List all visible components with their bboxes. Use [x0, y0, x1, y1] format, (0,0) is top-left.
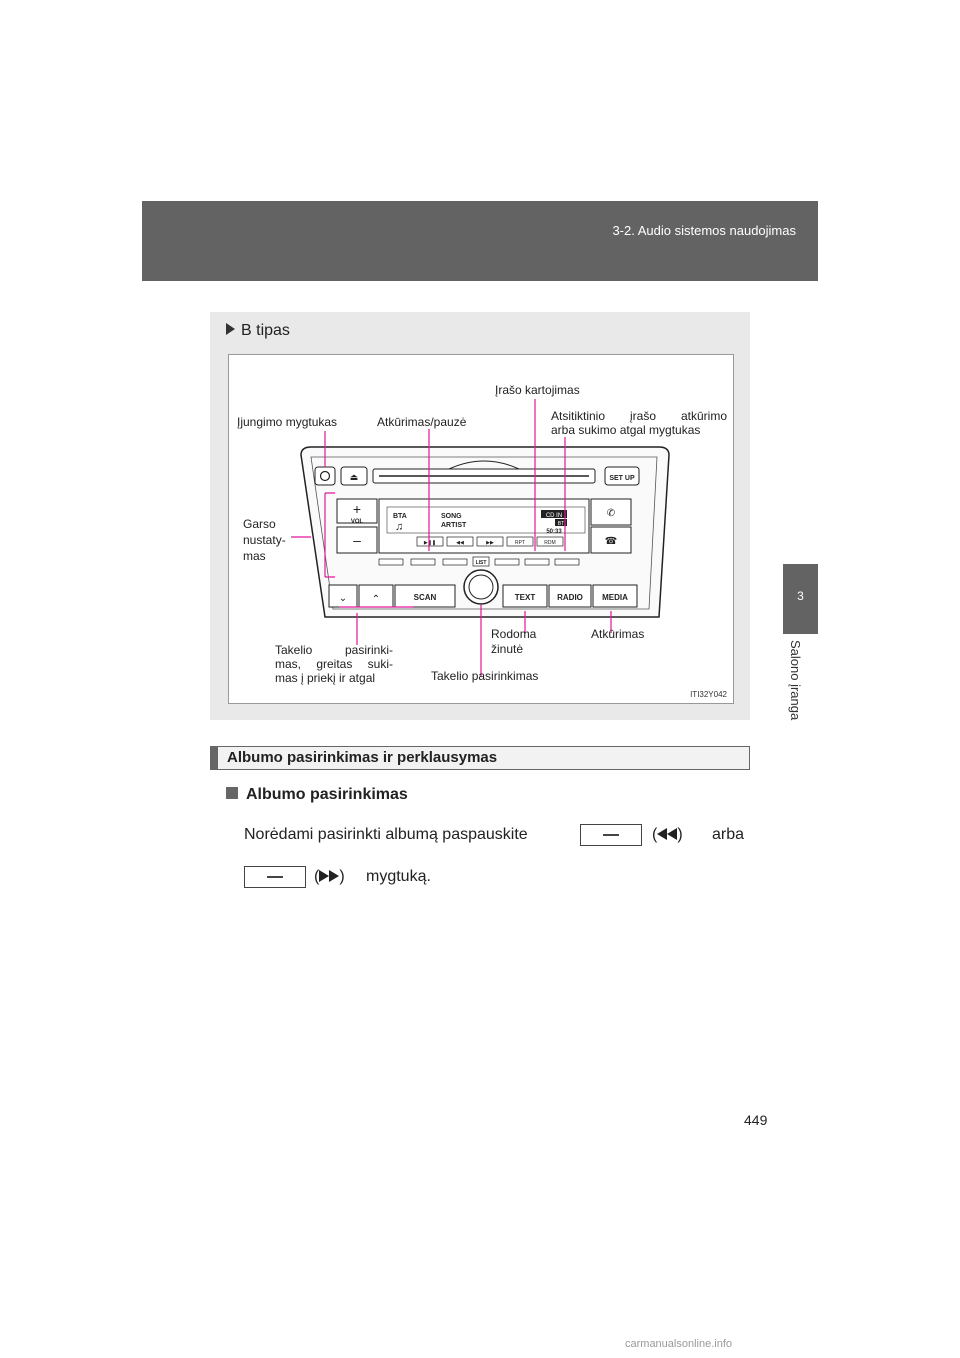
- phone-pickup-icon: ✆: [606, 508, 616, 519]
- header-title: 3-2. Audio sistemos naudojimas: [612, 223, 796, 238]
- paragraph-part3: mygtuką.: [366, 868, 431, 885]
- chevron-up-icon: ⌃: [371, 594, 381, 605]
- triangle-right-icon: [226, 323, 235, 335]
- setup-label: SET UP: [609, 475, 635, 482]
- label-random-line1: Atsitiktinio įrašo atkūrimo: [551, 409, 727, 423]
- radio-label: RADIO: [557, 593, 583, 602]
- small-button-3: [443, 559, 467, 565]
- button-dash-icon: [267, 876, 283, 878]
- chapter-label-text: Salono įranga: [788, 640, 803, 721]
- label-track-select: Takelio pasirinkimas: [431, 669, 539, 683]
- eject-icon: ⏏: [349, 472, 359, 482]
- rewind-triangle-icon: [657, 828, 667, 840]
- label-power: Įjungimo mygtukas: [237, 415, 338, 429]
- display-time: 50:33: [546, 529, 562, 535]
- rew-label: ◀◀: [456, 540, 464, 546]
- small-button-4: [495, 559, 519, 565]
- forward-triangle-icon: [329, 870, 339, 882]
- square-bullet-icon: [226, 787, 238, 799]
- figure-box: [228, 354, 734, 704]
- media-label: MEDIA: [602, 593, 628, 602]
- cd-in-label: CD IN: [545, 513, 563, 519]
- chapter-label: [782, 640, 818, 740]
- label-track-2: mas, greitas suki-: [275, 657, 393, 671]
- chapter-tab: 3: [783, 564, 818, 634]
- paragraph-ff-symbol: ( ): [314, 868, 345, 885]
- watermark: carmanualsonline.info: [625, 1338, 733, 1350]
- subheading: [226, 786, 408, 804]
- page-number: 449: [744, 1112, 768, 1128]
- figure-panel: [210, 312, 750, 720]
- label-track-3: mas į priekį ir atgal: [275, 671, 376, 685]
- label-sound-2: nustaty-: [243, 533, 286, 547]
- list-label: LIST: [475, 560, 487, 566]
- display-bta: BTA: [393, 513, 407, 520]
- subheading-text: Albumo pasirinkimas: [246, 786, 408, 803]
- small-button-6: [555, 559, 579, 565]
- text-label: TEXT: [514, 593, 536, 602]
- header-band: [142, 201, 818, 281]
- small-button-5: [525, 559, 549, 565]
- scan-label: SCAN: [413, 593, 437, 602]
- section-marker: [211, 747, 218, 769]
- section-heading: [210, 746, 750, 770]
- play-pause-label: ▶❚❚: [423, 540, 437, 546]
- rpt-label: RPT: [515, 540, 525, 546]
- label-sound-1: Garso: [243, 517, 276, 531]
- label-message-2: žinutė: [491, 642, 524, 656]
- label-track-1: Takelio pasirinki-: [275, 643, 393, 657]
- figure-code: ITI32Y042: [690, 690, 727, 699]
- rdm-label: RDM: [544, 540, 556, 546]
- label-message-1: Rodoma: [491, 627, 537, 641]
- label-repeat: Įrašo kartojimas: [495, 383, 580, 397]
- display-song: SONG: [441, 513, 462, 520]
- vol-minus-label: –: [353, 532, 361, 548]
- power-button: [315, 467, 335, 485]
- section-title: Albumo pasirinkimas ir perklausymas: [227, 749, 498, 766]
- small-button-2: [411, 559, 435, 565]
- small-button-1: [379, 559, 403, 565]
- label-playback: Atkūrimas: [591, 627, 645, 641]
- forward-triangle-icon: [319, 870, 329, 882]
- music-note-icon: ♫: [395, 521, 404, 533]
- paragraph-rew-symbol: ( ): [652, 826, 683, 843]
- button-image-preset-2: [244, 866, 306, 888]
- chevron-down-icon: ⌄: [338, 593, 348, 604]
- display-artist: ARTIST: [441, 522, 467, 529]
- figure-title-text: B tipas: [241, 322, 290, 339]
- button-dash-icon: [603, 834, 619, 836]
- ff-label: ▶▶: [486, 540, 494, 546]
- vol-label: VOL: [350, 519, 364, 525]
- figure-title: [226, 322, 290, 340]
- label-random-line2: arba sukimo atgal mygtukas: [551, 423, 701, 437]
- rewind-triangle-icon: [667, 828, 677, 840]
- label-play-pause: Atkūrimas/pauzė: [377, 415, 467, 429]
- label-sound-3: mas: [243, 549, 266, 563]
- vol-plus-label: +: [352, 501, 362, 517]
- bt-label: BT: [557, 521, 565, 527]
- phone-hangup-icon: ☎: [604, 536, 618, 547]
- paragraph-part1: Norėdami pasirinkti albumą paspauskite: [244, 826, 528, 843]
- paragraph-part2: arba: [712, 826, 745, 843]
- button-image-preset: [580, 824, 642, 846]
